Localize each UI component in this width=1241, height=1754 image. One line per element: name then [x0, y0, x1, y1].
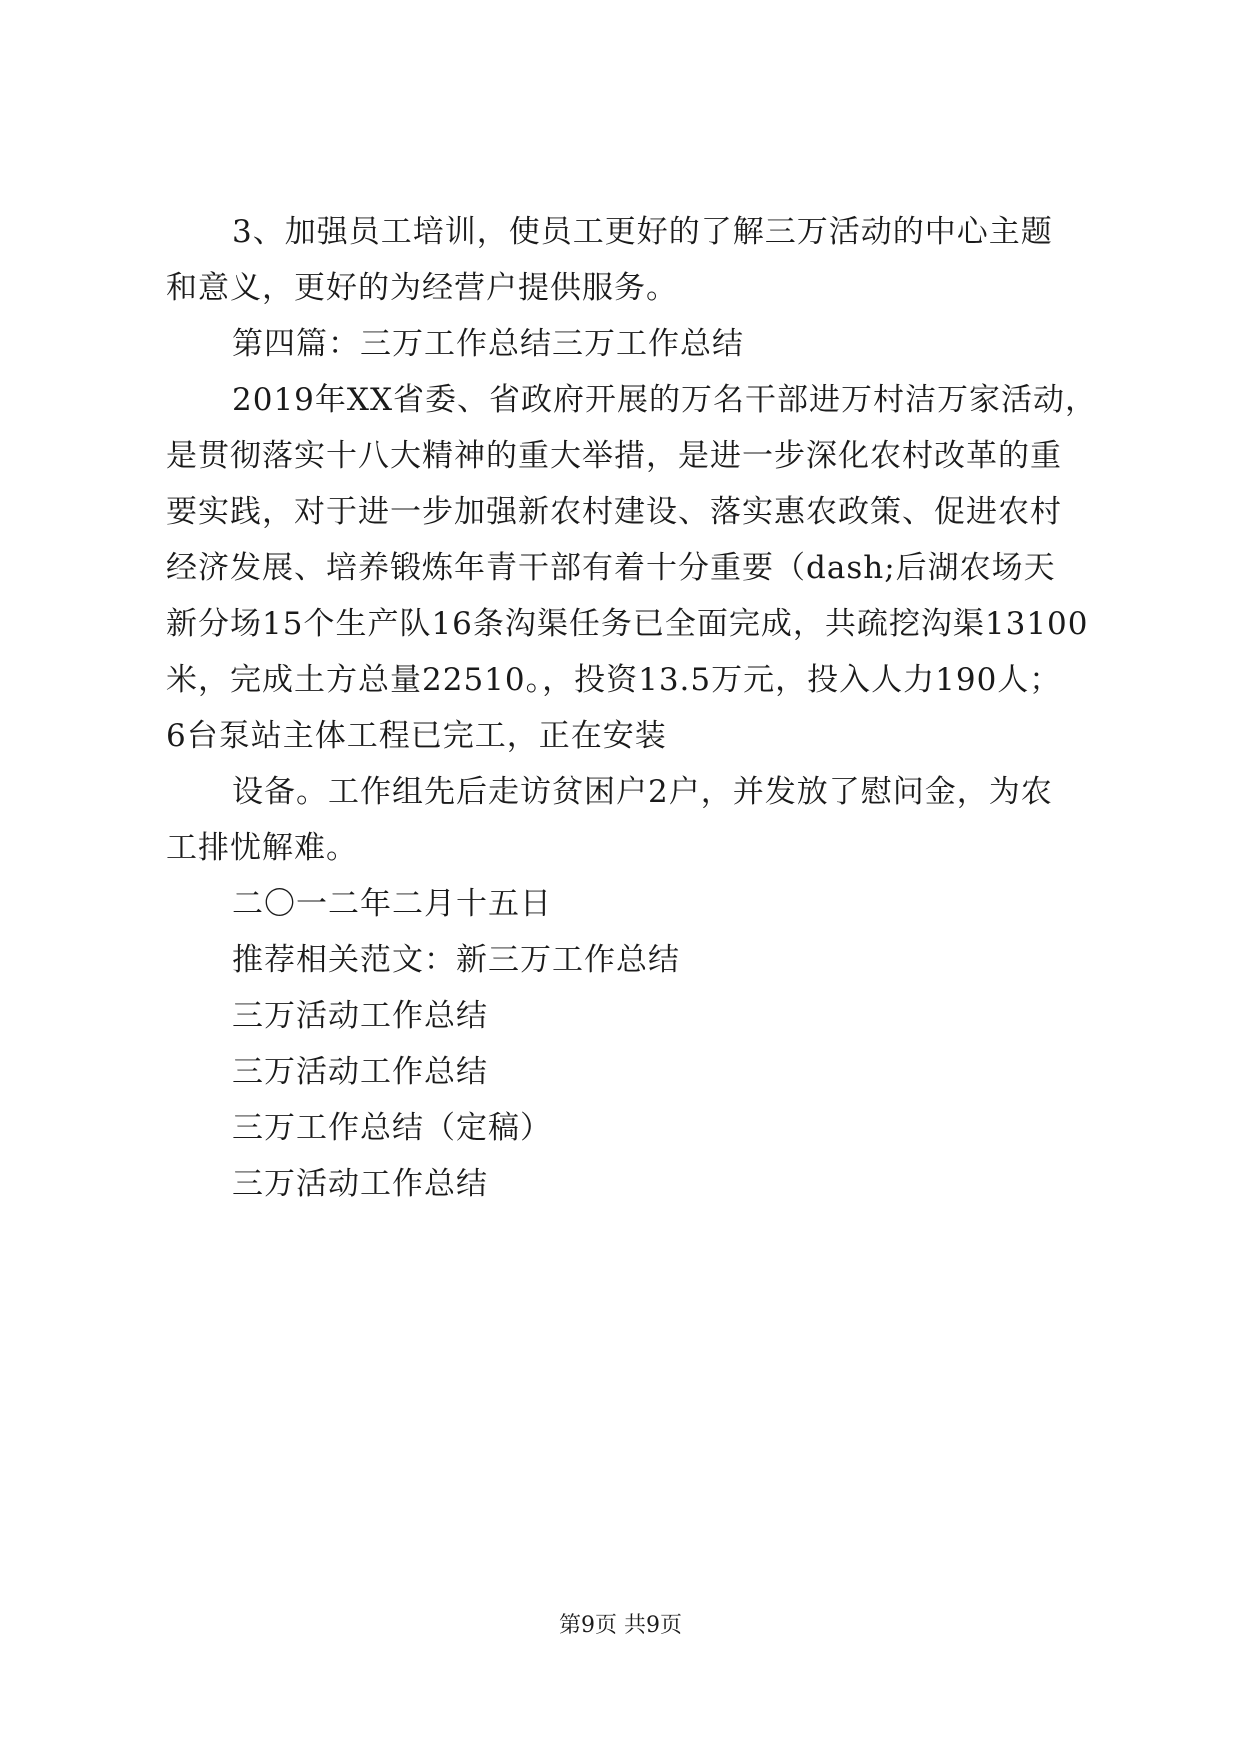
paragraph-line: 3、加强员工培训，使员工更好的了解三万活动的中心主题 — [232, 214, 1053, 250]
paragraph-line: 6台泵站主体工程已完工，正在安装 — [166, 718, 667, 754]
related-item: 三万活动工作总结 — [232, 1054, 488, 1090]
paragraph-line: 工排忧解难。 — [166, 830, 358, 866]
related-item: 三万活动工作总结 — [232, 1166, 488, 1202]
related-item: 三万工作总结（定稿） — [232, 1110, 552, 1146]
paragraph-line: 设备。工作组先后走访贫困户2户，并发放了慰问金，为农 — [232, 774, 1053, 810]
paragraph-line: 经济发展、培养锻炼年青干部有着十分重要（dash;后湖农场天 — [166, 550, 1056, 586]
related-item: 三万活动工作总结 — [232, 998, 488, 1034]
paragraph-line: 米，完成土方总量22510。，投资13.5万元，投入人力190人； — [166, 662, 1062, 698]
paragraph-line: 是贯彻落实十八大精神的重大举措，是进一步深化农村改革的重 — [166, 438, 1062, 474]
paragraph-line: 2019年XX省委、省政府开展的万名干部进万村洁万家活动， — [232, 382, 1098, 418]
related-intro: 推荐相关范文：新三万工作总结 — [232, 942, 680, 978]
paragraph-line: 新分场15个生产队16条沟渠任务已全面完成，共疏挖沟渠13100 — [166, 606, 1089, 642]
date-line: 二〇一二年二月十五日 — [232, 886, 552, 922]
paragraph-line: 要实践，对于进一步加强新农村建设、落实惠农政策、促进农村 — [166, 494, 1062, 530]
section-heading: 第四篇：三万工作总结三万工作总结 — [232, 326, 744, 362]
paragraph-line: 和意义，更好的为经营户提供服务。 — [166, 270, 678, 306]
page-number-footer: 第9页 共9页 — [559, 1613, 682, 1638]
